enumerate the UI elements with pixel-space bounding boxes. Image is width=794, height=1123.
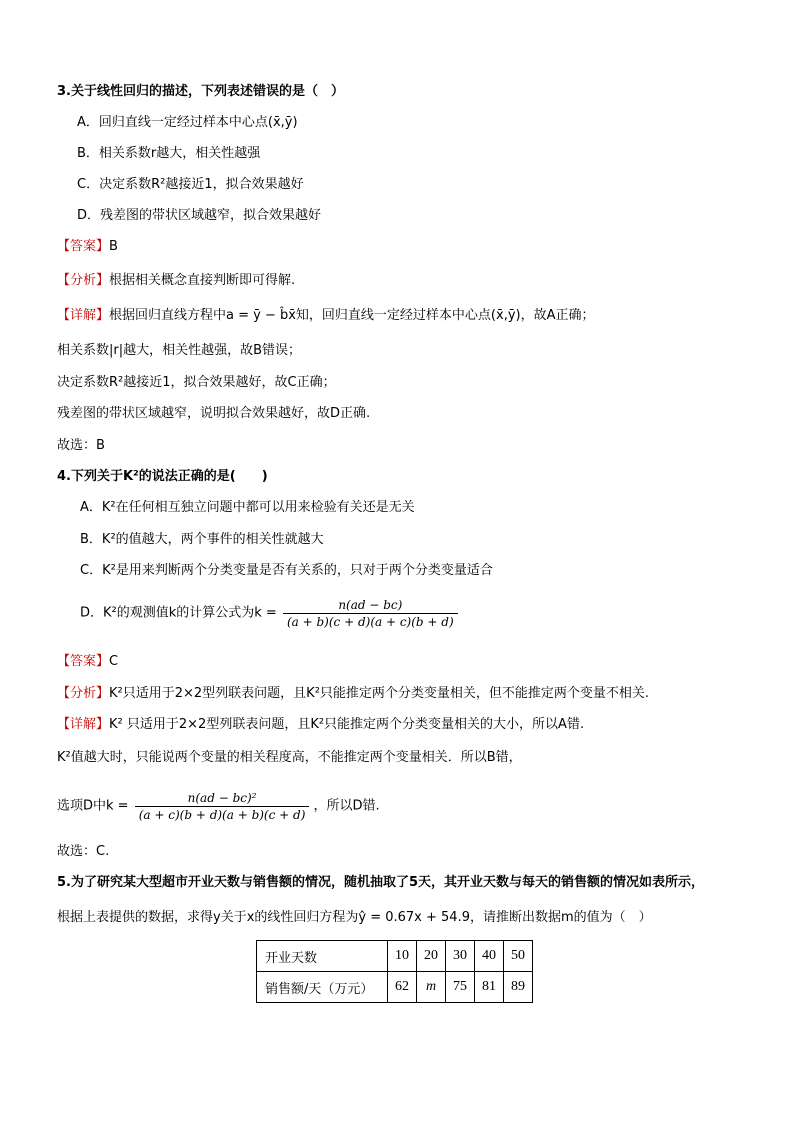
q4-option-d-prefix: D．K²的观测值k的计算公式为k = xyxy=(80,605,277,621)
data-table xyxy=(256,940,533,1003)
table-cell: 62 xyxy=(388,972,417,1003)
q5-stem: 5.为了研究某大型超市开业天数与销售额的情况，随机抽取了5天，其开业天数与每天的销售额的情况如表所示， xyxy=(57,875,705,890)
table-cell: 20 xyxy=(417,941,446,972)
q4-option-c: C．K²是用来判断两个分类变量是否有关系的，只对于两个分类变量适合 xyxy=(80,563,493,578)
q4-detail xyxy=(57,716,584,734)
answer-value: C xyxy=(109,654,119,669)
q4-analysis xyxy=(57,685,649,703)
table-cell: 30 xyxy=(446,941,475,972)
table-cell: 89 xyxy=(504,972,533,1003)
table-row-label: 销售额/天（万元） xyxy=(257,972,388,1003)
detail-text: K² 只适用于2×2型列联表问题，且K²只能推定两个分类变量相关的大小，所以A错. xyxy=(109,717,585,732)
q4-detail-formula xyxy=(57,790,380,823)
table-cell: 75 xyxy=(446,972,475,1003)
analysis-text: 根据相关概念直接判断即可得解. xyxy=(109,273,296,288)
q3-answer xyxy=(57,238,118,256)
q4-choice: 故选：C. xyxy=(57,844,110,859)
answer-tag: 【答案】 xyxy=(57,239,110,254)
detail-formula-numerator: n(ad − bc)² xyxy=(135,790,310,807)
table-cell: 81 xyxy=(475,972,504,1003)
table-cell: 10 xyxy=(388,941,417,972)
table-row xyxy=(257,941,533,972)
detail-tag: 【详解】 xyxy=(57,308,110,323)
q4-stem: 4.下列关于K²的说法正确的是( ) xyxy=(57,469,268,484)
detail-formula-prefix: 选项D中k = xyxy=(57,798,129,814)
q4-answer xyxy=(57,653,118,671)
formula-fraction xyxy=(283,597,458,630)
answer-value: B xyxy=(109,239,118,254)
q5-line2: 根据上表提供的数据，求得y关于x的线性回归方程为ŷ = 0.67x + 54.9，请推断出数据m的值为（ ） xyxy=(57,910,652,925)
detail-formula-suffix: ，所以D错. xyxy=(313,798,380,814)
q3-choice: 故选：B xyxy=(57,438,105,453)
detail-formula-denominator: (a + c)(b + d)(a + b)(c + d) xyxy=(138,808,306,822)
table-cell: m xyxy=(417,972,446,1003)
formula-denominator: (a + b)(c + d)(a + c)(b + d) xyxy=(286,615,454,629)
detail-tag: 【详解】 xyxy=(57,717,110,732)
table-row-label: 开业天数 xyxy=(257,941,388,972)
q3-option-b: B．相关系数r越大，相关性越强 xyxy=(77,146,261,161)
answer-tag: 【答案】 xyxy=(57,654,110,669)
detail-formula-fraction xyxy=(135,790,310,823)
q3-option-d: D．残差图的带状区域越窄，拟合效果越好 xyxy=(77,208,322,223)
table-row xyxy=(257,972,533,1003)
analysis-tag: 【分析】 xyxy=(57,686,110,701)
q3-detail xyxy=(57,307,595,325)
q3-analysis xyxy=(57,272,295,290)
q3-detail-line: 决定系数R²越接近1，拟合效果越好，故C正确； xyxy=(57,375,336,390)
analysis-tag: 【分析】 xyxy=(57,273,110,288)
q3-option-c: C．决定系数R²越接近1，拟合效果越好 xyxy=(77,177,304,192)
detail-text: 根据回归直线方程中a = ȳ − b̂x̄知，回归直线一定经过样本中心点(x̄,ȳ)，故A正确； xyxy=(109,308,595,323)
q4-option-a: A．K²在任何相互独立问题中都可以用来检验有关还是无关 xyxy=(80,500,415,515)
q3-option-a: A．回归直线一定经过样本中心点(x̄,ȳ) xyxy=(77,115,298,130)
q4-option-b: B．K²的值越大，两个事件的相关性就越大 xyxy=(80,532,324,547)
analysis-text: K²只适用于2×2型列联表问题，且K²只能推定两个分类变量相关，但不能推定两个变量不相关. xyxy=(109,686,650,701)
q4-option-d xyxy=(80,597,458,630)
q3-detail-line: 残差图的带状区域越窄，说明拟合效果越好，故D正确. xyxy=(57,406,371,421)
table-cell: 50 xyxy=(504,941,533,972)
table-cell: 40 xyxy=(475,941,504,972)
q3-stem: 3.关于线性回归的描述，下列表述错误的是（ ） xyxy=(57,84,344,99)
formula-numerator: n(ad − bc) xyxy=(283,597,458,614)
q4-detail-line: K²值越大时，只能说两个变量的相关程度高，不能推定两个变量相关．所以B错， xyxy=(57,750,522,765)
q3-detail-line: 相关系数|r|越大，相关性越强，故B错误； xyxy=(57,343,302,358)
